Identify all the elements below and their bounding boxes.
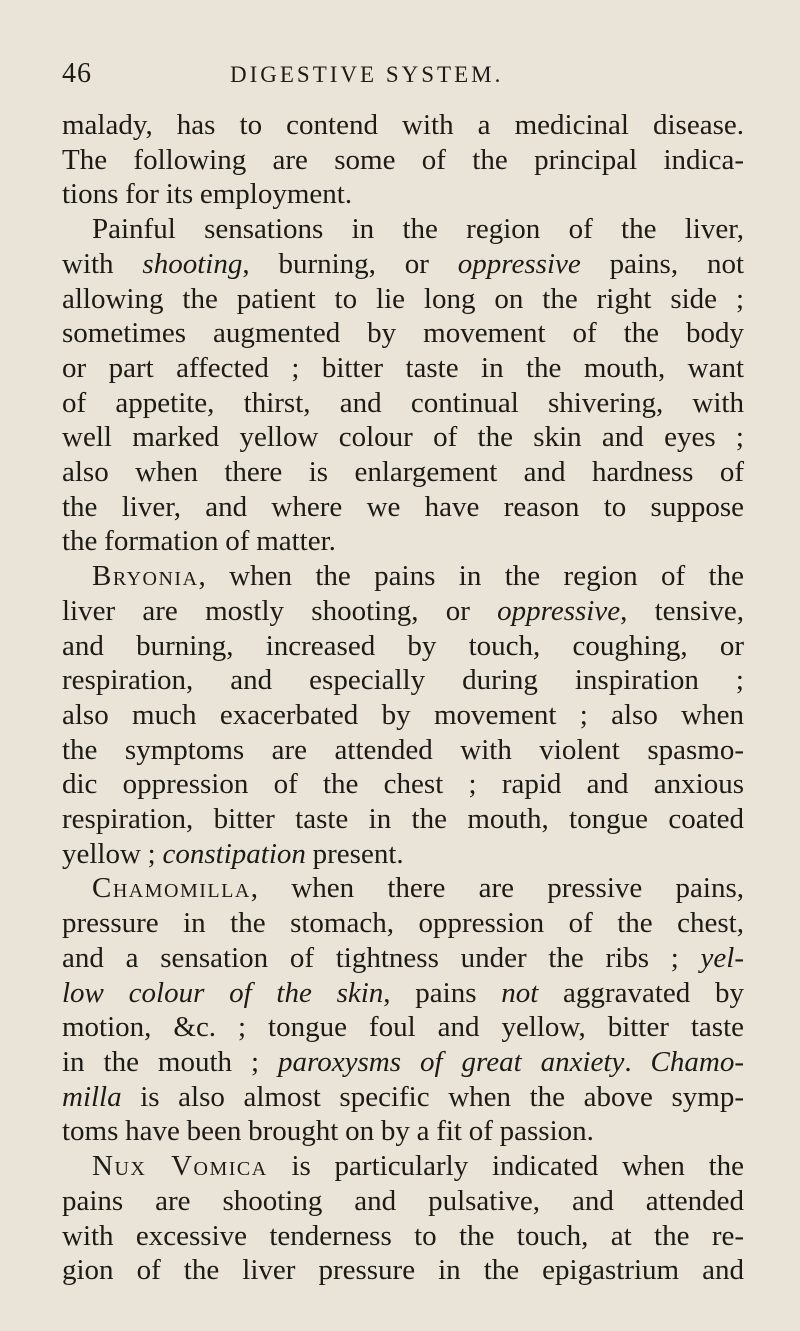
text-run: or part affected ; bitter taste in the mouth, want [62, 351, 744, 384]
italic-text: oppressive [497, 594, 621, 627]
text-line [62, 767, 744, 802]
text-run: Painful sensations in the region of the liver, [92, 213, 744, 246]
text-line [62, 212, 744, 247]
text-line [62, 559, 744, 594]
text-run: is also almost specific when the above symp- [121, 1080, 744, 1113]
text-run: of appetite, thirst, and continual shivering, with [62, 386, 744, 419]
text-run: and burning, increased by touch, coughing, or [62, 629, 744, 662]
text-run: the symptoms are attended with violent spasmo- [62, 733, 744, 766]
text-run: pains, not [580, 247, 744, 280]
text-run: , tensive, [620, 594, 744, 627]
text-run: malady, has to contend with a medicinal disease. [62, 109, 744, 141]
text-run: pains are shooting and pulsative, and attended [62, 1184, 744, 1217]
text-line [62, 629, 744, 664]
page-number: 46 [62, 58, 92, 89]
running-head: DIGESTIVE SYSTEM. [230, 62, 504, 87]
remedy-name: Chamomilla [92, 872, 251, 905]
text-line [62, 524, 744, 559]
text-run: yellow ; [62, 837, 163, 870]
text-run: , burning, or [242, 247, 458, 280]
body-text [62, 108, 744, 1288]
text-run: respiration, and especially during inspiration ; [62, 664, 744, 697]
text-line [62, 1253, 744, 1288]
italic-text: not [501, 976, 539, 1009]
text-line [62, 1045, 744, 1080]
page-header [62, 58, 744, 96]
text-run: with excessive tenderness to the touch, at the re- [62, 1219, 744, 1252]
text-run: in the mouth ; [62, 1045, 279, 1078]
italic-text: low colour of the skin [62, 976, 384, 1009]
text-line [62, 733, 744, 768]
remedy-name: Nux Vomica [92, 1150, 268, 1183]
text-run: is particularly indicated when the [267, 1150, 745, 1183]
text-run: The following are some of the principal indica- [62, 143, 744, 176]
text-run: , pains [383, 976, 502, 1009]
text-run: allowing the patient to lie long on the right side ; [62, 282, 744, 315]
text-run: liver are mostly shooting, or [62, 594, 498, 627]
text-run: motion, &c. ; tongue foul and yellow, bitter taste [62, 1011, 744, 1044]
text-line [62, 420, 744, 455]
text-run: well marked yellow colour of the skin and eyes ; [62, 421, 744, 454]
text-run: aggravated by [538, 976, 744, 1009]
text-line [62, 906, 744, 941]
text-line [62, 802, 744, 837]
text-line [62, 941, 744, 976]
text-run: . [624, 1045, 651, 1078]
italic-text: milla [62, 1080, 122, 1113]
text-line [62, 871, 744, 906]
text-line [62, 594, 744, 629]
text-line [62, 837, 744, 872]
text-run: sometimes augmented by movement of the body [62, 317, 744, 350]
italic-text: shooting [142, 247, 243, 280]
text-run: gion of the liver pressure in the epigastrium and [62, 1254, 744, 1287]
text-run: the liver, and where we have reason to suppose [62, 490, 744, 523]
text-line [62, 143, 744, 178]
italic-text: Chamo- [650, 1045, 744, 1078]
text-line [62, 1219, 744, 1254]
text-run: pressure in the stomach, oppression of the chest, [62, 907, 744, 940]
text-line [62, 663, 744, 698]
text-run: also when there is enlargement and hardness of [62, 456, 744, 489]
text-line [62, 1080, 744, 1115]
text-run: , when there are pressive pains, [250, 872, 744, 905]
text-line [62, 1149, 744, 1184]
text-run: respiration, bitter taste in the mouth, tongue coated [62, 803, 744, 836]
text-run: , when the pains in the region of the [198, 560, 744, 593]
text-line [62, 490, 744, 525]
text-line [62, 455, 744, 490]
text-run: dic oppression of the chest ; rapid and anxious [62, 768, 744, 801]
italic-text: oppressive [457, 247, 581, 280]
italic-text: yel- [700, 941, 744, 974]
text-line [62, 976, 744, 1011]
text-line [62, 386, 744, 421]
text-run: and a sensation of tightness under the ribs ; [62, 941, 701, 974]
text-line [62, 247, 744, 282]
italic-text: constipation [162, 837, 306, 870]
text-run: the formation of matter. [62, 525, 336, 558]
text-line [62, 351, 744, 386]
text-line [62, 1114, 744, 1149]
text-line [62, 698, 744, 733]
text-run: with [62, 247, 143, 280]
text-line [62, 1184, 744, 1219]
text-run: tions for its employment. [62, 178, 353, 211]
text-line [62, 282, 744, 317]
text-line [62, 108, 744, 143]
italic-text: paroxysms of great anxiety [278, 1045, 625, 1078]
remedy-name: Bryonia [92, 560, 199, 593]
text-run: present. [305, 837, 404, 870]
text-run: also much exacerbated by movement ; also when [62, 698, 744, 731]
text-line [62, 177, 744, 212]
text-run: toms have been brought on by a fit of passion. [62, 1115, 594, 1148]
text-line [62, 1010, 744, 1045]
text-line [62, 316, 744, 351]
